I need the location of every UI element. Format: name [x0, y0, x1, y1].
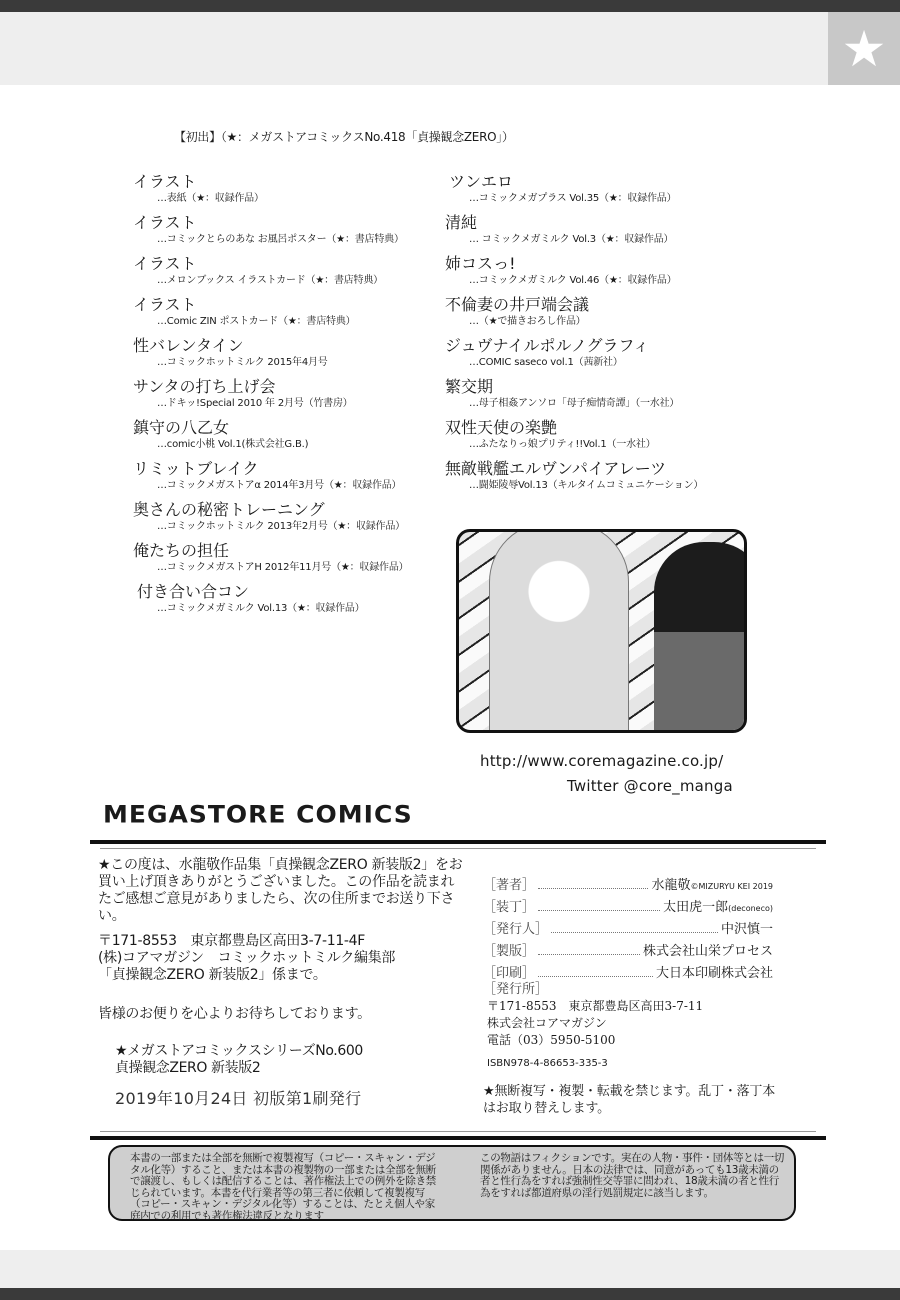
- star-badge: [828, 12, 900, 85]
- work-entry: [133, 459, 433, 500]
- work-entry: [445, 459, 745, 500]
- credit-note: (deconeco): [728, 904, 773, 913]
- dot-leader: [551, 925, 718, 933]
- isbn: ISBN978-4-86653-335-3: [487, 1058, 608, 1069]
- address-line: 〒171-8553 東京都豊島区高田3-7-11-4F: [98, 933, 366, 949]
- publication-date: 2019年10月24日 初版第1刷発行: [115, 1089, 362, 1108]
- reader-mail-address: [98, 933, 463, 984]
- series-info: [115, 1043, 363, 1077]
- credits-list: [483, 874, 773, 984]
- work-title: 無敵戦艦エルヴンパイアレーツ: [445, 459, 667, 478]
- work-source: …闘姫陵辱Vol.13（キルタイムコミュニケーション）: [469, 480, 704, 491]
- work-title: イラスト: [133, 295, 197, 314]
- work-entry: [133, 377, 433, 418]
- work-entry: [133, 295, 433, 336]
- divider-thick-bottom: [90, 1136, 826, 1140]
- dot-leader: [538, 969, 653, 977]
- work-source: …母子相姦アンソロ「母子痴情奇譚」（一水社）: [469, 398, 680, 409]
- work-source: …Comic ZIN ポストカード（★：書店特典）: [157, 316, 356, 327]
- divider-thick-top: [90, 840, 826, 844]
- work-title: 姉コスっ!: [445, 254, 516, 273]
- work-title: ジュヴナイルポルノグラフィ: [445, 336, 650, 355]
- work-entry: [133, 582, 433, 623]
- credit-label: ［装丁］: [483, 900, 536, 915]
- work-source: … コミックメガミルク Vol.3（★：収録作品）: [469, 234, 674, 245]
- works-list-left: [133, 172, 433, 623]
- footer-band: [0, 1250, 900, 1288]
- work-entry: [133, 254, 433, 295]
- publisher-company: 株式会社コアマガジン: [487, 1016, 607, 1030]
- work-entry: [445, 377, 745, 418]
- work-entry: [133, 541, 433, 582]
- dot-leader: [538, 881, 648, 889]
- illustration-girl-figure: [489, 529, 629, 733]
- work-entry: [133, 336, 433, 377]
- work-title: 繁交期: [445, 377, 494, 396]
- work-title: リミットブレイク: [133, 459, 259, 478]
- work-entry: [133, 172, 433, 213]
- work-title: イラスト: [133, 213, 197, 232]
- work-title: 性バレンタイン: [133, 336, 244, 355]
- first-pub-note: （★：メガストアコミックスNo.418「貞操観念ZERO」）: [220, 130, 514, 144]
- credit-design: [483, 896, 773, 918]
- dot-leader: [538, 947, 640, 955]
- legal-notice-box: [108, 1145, 796, 1221]
- works-list-right: [445, 172, 745, 500]
- first-publication-heading: [174, 128, 514, 145]
- work-entry: [445, 254, 745, 295]
- work-title: イラスト: [133, 254, 197, 273]
- publisher-phone: 電話（03）5950-5100: [487, 1033, 616, 1047]
- work-entry: [445, 418, 745, 459]
- credit-value: 株式会社山栄プロセス: [642, 944, 773, 959]
- work-source: …COMIC saseco vol.1（茜新社）: [469, 357, 623, 368]
- credit-plate-making: [483, 940, 773, 962]
- series-number: ★メガストアコミックスシリーズNo.600: [115, 1043, 363, 1059]
- work-source: …コミックホットミルク 2015年4月号: [157, 357, 328, 368]
- work-source: …コミックメガストアH 2012年11月号（★：収録作品）: [157, 562, 409, 573]
- work-title: 鎮守の八乙女: [133, 418, 230, 437]
- work-entry: [445, 172, 745, 213]
- publisher-label: ［発行所］: [483, 982, 549, 997]
- work-source: …メロンブックス イラストカード（★：書店特典）: [157, 275, 383, 286]
- header-band: [0, 12, 828, 85]
- waiting-message: 皆様のお便りを心よりお待ちしております。: [98, 1006, 371, 1022]
- manga-illustration-panel: [456, 529, 747, 733]
- work-source: …ドキッ!Special 2010 年 2月号（竹書房）: [157, 398, 353, 409]
- work-source: …表紙（★：収録作品）: [157, 193, 264, 204]
- work-entry: [133, 418, 433, 459]
- publisher-info: [483, 981, 783, 1049]
- work-source: …コミックメガプラス Vol.35（★：収録作品）: [469, 193, 677, 204]
- work-title: イラスト: [133, 172, 197, 191]
- copy-prohibition-notice: ★無断複写・複製・転載を禁じます。乱丁・落丁本はお取り替えします。: [483, 1084, 776, 1116]
- work-entry: [133, 213, 433, 254]
- top-dark-bar: [0, 0, 900, 12]
- credit-value: 水龍敬: [651, 878, 691, 893]
- credit-value: 太田虎一郎: [663, 900, 729, 915]
- website-link[interactable]: http://www.coremagazine.co.jp/: [480, 752, 724, 770]
- first-pub-label: 【初出】: [174, 130, 221, 144]
- work-title: 俺たちの担任: [133, 541, 230, 560]
- work-entry: [133, 500, 433, 541]
- twitter-handle[interactable]: Twitter @core_manga: [567, 777, 733, 795]
- credit-label: ［発行人］: [483, 922, 549, 937]
- credit-label: ［印刷］: [483, 966, 536, 981]
- thanks-message: ★この度は、水龍敬作品集「貞操観念ZERO 新装版2」をお買い上げ頂きありがとうございました。この作品を読まれたご感想ご意見がありましたら、次の住所までお送り下さい。: [98, 857, 463, 924]
- work-title: 奥さんの秘密トレーニング: [133, 500, 325, 519]
- publisher-address: 〒171-8553 東京都豊島区高田3-7-11: [487, 999, 704, 1013]
- credit-value: 中沢慎一: [720, 922, 773, 937]
- credit-author: [483, 874, 773, 896]
- work-source: …コミックメガミルク Vol.13（★：収録作品）: [157, 603, 365, 614]
- credit-publisher-person: [483, 918, 773, 940]
- dot-leader: [538, 903, 660, 911]
- work-title: 双性天使の楽艶: [445, 418, 558, 437]
- work-source: …コミックホットミルク 2013年2月号（★：収録作品）: [157, 521, 405, 532]
- work-source: …コミックメガストアα 2014年3月号（★：収録作品）: [157, 480, 402, 491]
- fiction-disclaimer: この物語はフィクションです。実在の人物・事件・団体等とは一切関係がありません。日本の法律では、同意があっても13歳未満の者と性行為をすれば強制性交等罪に問われ、18歳未満の者と性行為をすれば都道府県の淫行処罰規定に該当します。: [480, 1152, 785, 1199]
- address-line: (株)コアマガジン コミックホットミルク編集部: [98, 950, 396, 966]
- work-title: サンタの打ち上げ会: [133, 377, 276, 396]
- address-line: 「貞操観念ZERO 新装版2」係まで。: [98, 967, 327, 983]
- star-icon: ★: [841, 19, 887, 78]
- work-source: …（★で描きおろし作品）: [469, 316, 586, 327]
- work-source: …コミックメガミルク Vol.46（★：収録作品）: [469, 275, 677, 286]
- series-title: 貞操観念ZERO 新装版2: [115, 1060, 261, 1076]
- brand-logo: MEGASTORE COMICS: [103, 800, 413, 829]
- work-title: ツンエロ: [449, 172, 514, 191]
- work-entry: [445, 295, 745, 336]
- divider-thin-top: [100, 848, 816, 849]
- copyright-notice: 本書の一部または全部を無断で複製複写（コピー・スキャン・デジタル化等）すること、または本書の複製物の一部または全部を無断で譲渡し、もしくは配信することは、著作権法上での例外を除き禁じられています。本書を代行業者等の第三者に依頼して複製複写（コピー・スキャン・デジタル化等）することは、たとえ個人や家庭内での利用でも著作権法違反となります: [130, 1152, 436, 1222]
- work-source: …ふたなりっ娘プリティ!!Vol.1（一水社）: [469, 439, 656, 450]
- work-title: 不倫妻の井戸端会議: [445, 295, 590, 314]
- work-title: 付き合い合コン: [137, 582, 250, 601]
- credit-label: ［製版］: [483, 944, 536, 959]
- work-entry: [445, 336, 745, 377]
- work-title: 清純: [445, 213, 478, 232]
- bottom-dark-bar: [0, 1288, 900, 1300]
- credit-note: ©MIZURYU KEI 2019: [690, 882, 773, 891]
- divider-thin-bottom: [100, 1131, 816, 1132]
- work-source: …comic小桃 Vol.1(株式会社G.B.): [157, 439, 309, 450]
- illustration-boy-figure: [654, 542, 747, 733]
- work-source: …コミックとらのあな お風呂ポスター（★：書店特典）: [157, 234, 404, 245]
- work-entry: [445, 213, 745, 254]
- credit-label: ［著者］: [483, 878, 536, 893]
- credit-value: 大日本印刷株式会社: [655, 966, 773, 981]
